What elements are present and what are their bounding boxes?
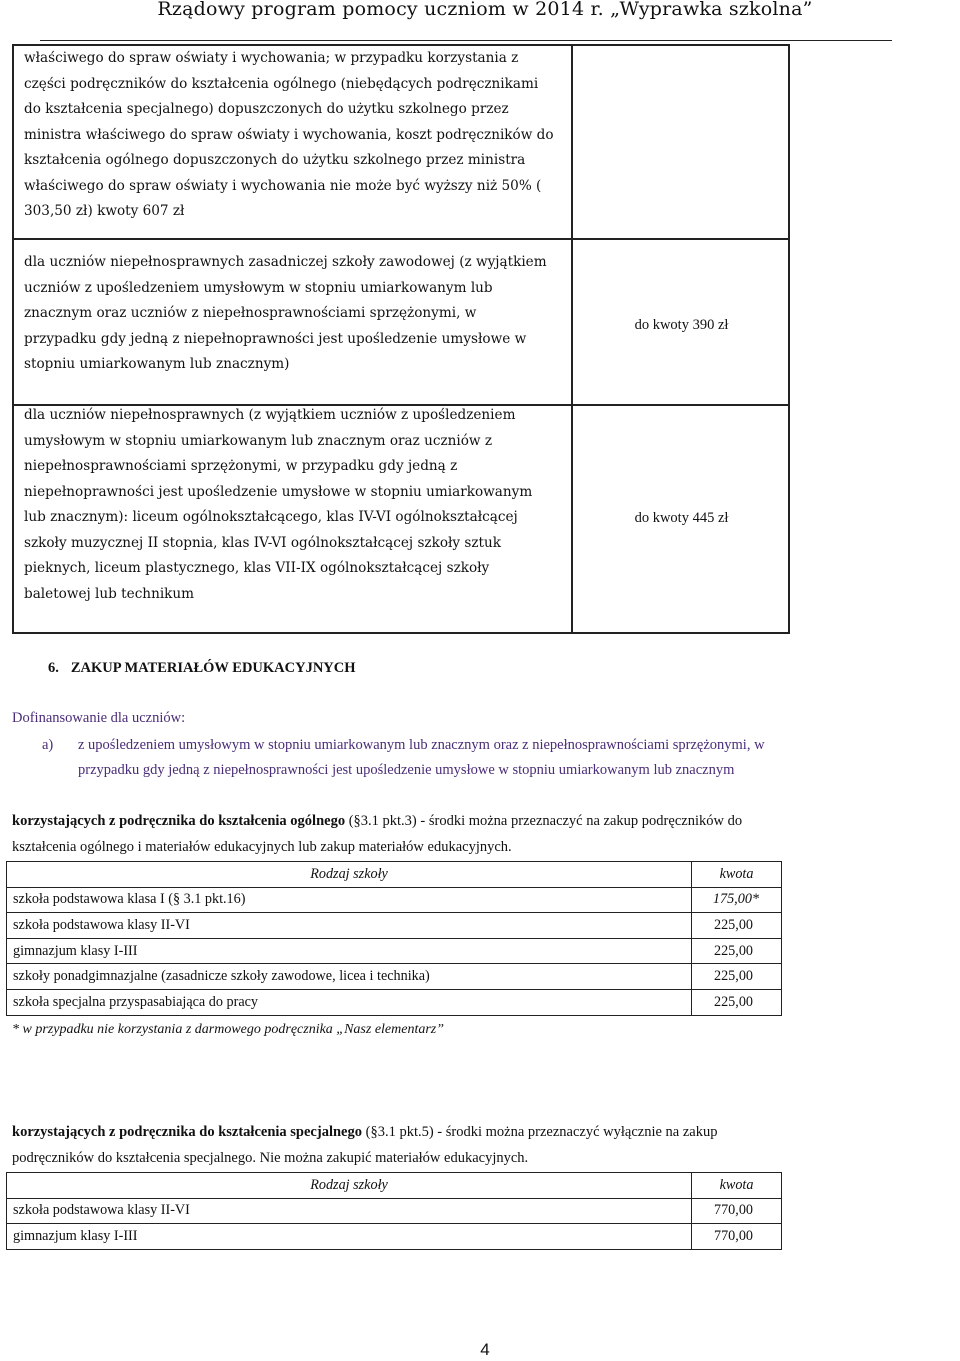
school-cell: szkoła podstawowa klasa I (§ 3.1 pkt.16) bbox=[7, 887, 692, 913]
text-line: właściwego do spraw oświaty i wychowania nie może być wyższy niż 50% ( bbox=[24, 177, 542, 194]
school-cell: szkoła specjalna przyspasabiająca do pracy bbox=[7, 989, 692, 1015]
page-header-title: Rządowy program pomocy uczniom w 2014 r. „Wyprawka szkolna” bbox=[157, 0, 813, 20]
amount-cell: do kwoty 390 zł bbox=[634, 317, 729, 333]
amount-cell: 225,00 bbox=[692, 913, 782, 939]
text-line: znacznym oraz uczniów z niepełnosprawnościami sprzężonymi, w bbox=[24, 305, 477, 321]
text-line: przypadku gdy jedną z niepełnoprawności jest upośledzenie umysłowe w bbox=[24, 330, 527, 347]
school-cell: gimnazjum klasy I-III bbox=[7, 1224, 692, 1250]
text-line: umysłowym w stopniu umiarkowanym lub znacznym oraz uczniów z bbox=[24, 432, 493, 449]
list-marker: a) bbox=[42, 737, 54, 753]
text-line: niepełnoprawności jest upośledzenie umysłowe w stopniu umiarkowanym bbox=[24, 483, 533, 500]
text-line: ministra właściwego do spraw oświaty i wychowania, koszt podręczników do bbox=[24, 126, 554, 143]
text-line: kształcenia ogólnego dopuszczonych do użytku szkolnego przez ministra bbox=[24, 152, 526, 168]
amount-cell: 225,00 bbox=[692, 938, 782, 964]
intro-text: Dofinansowanie dla uczniów: bbox=[12, 710, 186, 726]
text-line: uczniów z upośledzeniem umysłowym w stopniu umiarkowanym lub bbox=[24, 279, 493, 296]
table-row bbox=[7, 913, 782, 939]
amount-cell: 770,00 bbox=[692, 1198, 782, 1224]
column-header-school: Rodzaj szkoły bbox=[7, 1173, 692, 1199]
table-row bbox=[7, 1198, 782, 1224]
funding-table bbox=[12, 44, 790, 634]
table-row-text bbox=[24, 403, 562, 607]
school-cell: gimnazjum klasy I-III bbox=[7, 938, 692, 964]
table-header-row bbox=[7, 862, 782, 888]
amount-cell: 225,00 bbox=[692, 989, 782, 1015]
column-divider bbox=[571, 46, 573, 632]
amounts-table-general bbox=[6, 861, 782, 1016]
text-line: stopniu umiarkowanym lub znacznym) bbox=[24, 356, 290, 372]
text-line: pieknych, liceum plastycznego, klas VII-IX ogólnokształcącej szkoły bbox=[24, 560, 490, 576]
footnote: * w przypadku nie korzystania z darmowego podręcznika „Nasz elementarz” bbox=[12, 1022, 445, 1037]
text-line: 303,50 zł) kwoty 607 zł bbox=[24, 203, 185, 219]
table-row bbox=[7, 1224, 782, 1250]
text-line: niepełnosprawnościami sprzężonymi, w przypadku gdy jedną z bbox=[24, 458, 458, 474]
table-row bbox=[7, 938, 782, 964]
paragraph-line: podręczników do kształcenia specjalnego. Nie można zakupić materiałów edukacyjnych. bbox=[12, 1150, 529, 1166]
school-cell: szkoła podstawowa klasy II-VI bbox=[7, 1198, 692, 1224]
amount-cell: do kwoty 445 zł bbox=[634, 510, 729, 526]
table-row bbox=[7, 989, 782, 1015]
amounts-table-special bbox=[6, 1172, 782, 1250]
list-item-line: z upośledzeniem umysłowym w stopniu umiarkowanym lub znacznym oraz z niepełnosprawnościami sprzężonymi, w bbox=[78, 737, 765, 753]
table-row-text bbox=[24, 46, 562, 225]
paragraph-general bbox=[12, 813, 960, 830]
paragraph-special bbox=[12, 1124, 960, 1141]
paragraph-lead: korzystających z podręcznika do kształcenia specjalnego bbox=[12, 1124, 362, 1140]
text-line: szkoły muzycznej II stopnia, klas IV-VI ogólnokształcącej szkoły sztuk bbox=[24, 534, 502, 551]
text-line: właściwego do spraw oświaty i wychowania; w przypadku korzystania z bbox=[24, 50, 519, 66]
text-line: do kształcenia specjalnego) dopuszczonych do użytku szkolnego przez bbox=[24, 101, 509, 117]
paragraph-lead: korzystających z podręcznika do kształcenia ogólnego bbox=[12, 813, 346, 829]
table-header-row bbox=[7, 1173, 782, 1199]
table-row bbox=[7, 964, 782, 990]
column-header-amount: kwota bbox=[692, 1173, 782, 1199]
paragraph-rest: (§3.1 pkt.5) - środki można przeznaczyć wyłącznie na zakup bbox=[361, 1124, 718, 1140]
paragraph-rest: (§3.1 pkt.3) - środki można przeznaczyć na zakup podręczników do bbox=[345, 813, 743, 829]
section-heading bbox=[48, 660, 356, 677]
text-line: baletowej lub technikum bbox=[24, 585, 195, 602]
list-item-line: przypadku gdy jedną z niepełnosprawności jest upośledzenie umysłowe w stopniu umiarkowanym lub znacznym bbox=[78, 762, 735, 778]
text-line: dla uczniów niepełnosprawnych (z wyjątkiem uczniów z upośledzeniem bbox=[24, 407, 516, 423]
row-divider bbox=[14, 238, 788, 240]
section-title: ZAKUP MATERIAŁÓW EDUKACYJNYCH bbox=[70, 660, 356, 676]
table-row-text bbox=[24, 250, 562, 378]
text-line: lub znacznym): liceum ogólnokształcącego, klas IV-VI ogólnokształcącej bbox=[24, 509, 518, 525]
column-header-school: Rodzaj szkoły bbox=[7, 862, 692, 888]
section-number: 6. bbox=[48, 660, 59, 676]
school-cell: szkoła podstawowa klasy II-VI bbox=[7, 913, 692, 939]
header-rule bbox=[40, 40, 892, 41]
text-line: dla uczniów niepełnosprawnych zasadniczej szkoły zawodowej (z wyjątkiem bbox=[24, 254, 547, 270]
amount-cell: 225,00 bbox=[692, 964, 782, 990]
table-row bbox=[7, 887, 782, 913]
amount-cell: 175,00* bbox=[692, 887, 782, 913]
school-cell: szkoły ponadgimnazjalne (zasadnicze szkoły zawodowe, licea i technika) bbox=[7, 964, 692, 990]
text-line: części podręczników do kształcenia ogólnego (niebędących podręcznikami bbox=[24, 75, 539, 92]
paragraph-line: kształcenia ogólnego i materiałów edukacyjnych lub zakup materiałów edukacyjnych. bbox=[12, 839, 512, 855]
column-header-amount: kwota bbox=[692, 862, 782, 888]
amount-cell: 770,00 bbox=[692, 1224, 782, 1250]
page-number: 4 bbox=[480, 1340, 490, 1359]
